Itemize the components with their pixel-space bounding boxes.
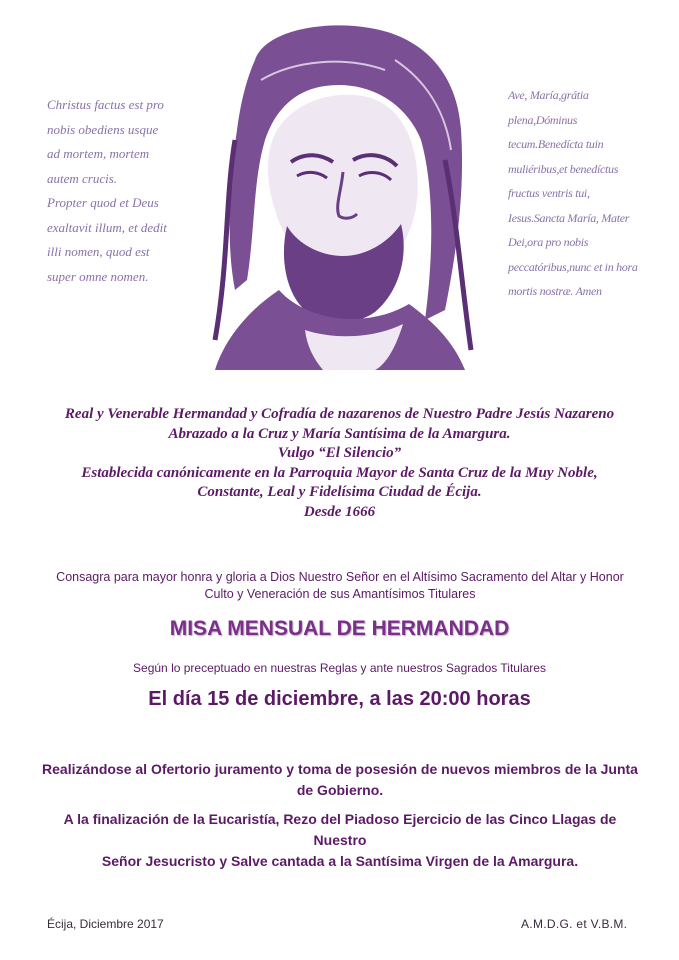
header-line: Real y Venerable Hermandad y Cofradía de nazarenos de Nuestro Padre Jesús Nazareno <box>64 406 615 422</box>
latin-left-line: autem crucis. <box>47 170 118 186</box>
latin-left-line: exaltavit illum, et dedit <box>47 219 167 235</box>
latin-text-left <box>47 93 167 289</box>
ofertorio-paragraph <box>40 759 640 801</box>
consecration-text <box>40 569 640 603</box>
latin-right-line: Dei,ora pro nobis <box>508 235 589 249</box>
consagra-line: Consagra para mayor honra y gloria a Dios Nuestro Señor en el Altísimo Sacramento del Altar y Honor <box>56 570 624 584</box>
latin-right-line: muliéribus,et benedíctus <box>508 161 619 176</box>
header-line: Desde 1666 <box>303 503 376 520</box>
latin-right-line: tecum.Benedícta tuin <box>508 137 604 151</box>
header-line: Constante, Leal y Fidelísima Ciudad de Écija. <box>197 484 482 500</box>
header-line: Vulgo “El Silencio” <box>277 445 402 461</box>
latin-left-line: super omne nomen. <box>47 268 149 284</box>
latin-right-line: peccatóribus,nunc et in hora <box>508 259 638 274</box>
latin-text-right <box>508 83 638 304</box>
eucaristia-paragraph <box>40 809 640 872</box>
christ-portrait-image <box>195 20 480 370</box>
paragraph-line: de Gobierno. <box>296 782 384 798</box>
page-title: MISA MENSUAL DE HERMANDAD <box>169 617 510 640</box>
latin-right-line: plena,Dóminus <box>508 112 578 127</box>
latin-left-line: nobis obediens usque <box>47 121 159 137</box>
latin-left-line: ad mortem, mortem <box>47 146 150 161</box>
header-line: Establecida canónicamente en la Parroquia Mayor de Santa Cruz de la Muy Noble, <box>81 464 598 481</box>
paragraph-line: Señor Jesucristo y Salve cantada a la Santísima Virgen de la Amargura. <box>101 853 579 869</box>
latin-left-line: illi nomen, quod est <box>47 244 150 259</box>
header-line: Abrazado a la Cruz y María Santísima de la Amargura. <box>168 425 511 442</box>
consagra-line: Culto y Veneración de sus Amantísimos Titulares <box>204 587 476 601</box>
event-date: El día 15 de diciembre, a las 20:00 horas <box>148 688 531 710</box>
brotherhood-header <box>0 405 679 522</box>
footer-motto: A.M.D.G. et V.B.M. <box>521 917 628 931</box>
latin-left-line: Propter quod et Deus <box>47 195 159 210</box>
latin-right-line: mortis nostræ. Amen <box>508 284 602 298</box>
paragraph-line: A la finalización de la Eucaristía, Rezo del Piadoso Ejercicio de las Cinco Llagas de Nuestro <box>63 811 617 848</box>
paragraph-line: Realizándose al Ofertorio juramento y toma de posesión de nuevos miembros de la Junta <box>42 761 638 777</box>
footer-place-date: Écija, Diciembre 2017 <box>47 917 164 931</box>
latin-left-line: Christus factus est pro <box>47 97 164 112</box>
latin-right-line: fructus ventris tui, <box>508 186 590 200</box>
latin-right-line: Iesus.Sancta María, Mater <box>508 210 630 225</box>
subtitle: Según lo preceptuado en nuestras Reglas y ante nuestros Sagrados Titulares <box>133 661 546 675</box>
latin-right-line: Ave, María,grátia <box>508 88 589 102</box>
